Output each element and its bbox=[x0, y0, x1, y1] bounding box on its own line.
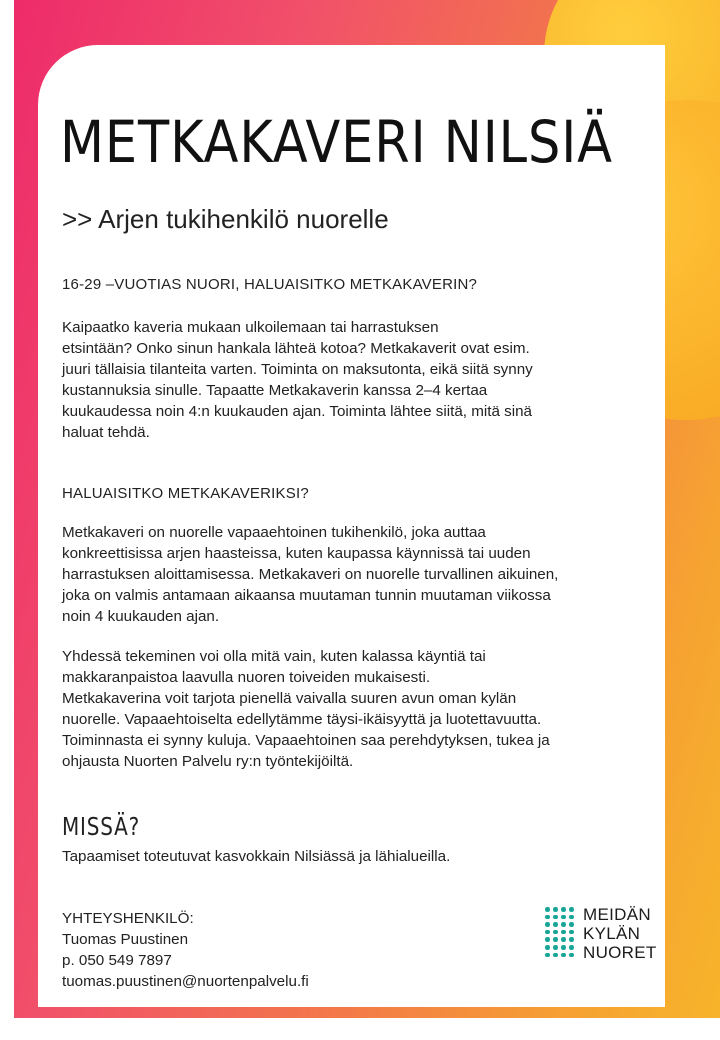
logo-dot bbox=[545, 915, 550, 920]
logo-dot bbox=[569, 922, 574, 927]
logo-dot bbox=[561, 907, 566, 912]
logo-dot bbox=[545, 922, 550, 927]
logo-dot bbox=[553, 922, 558, 927]
logo-dot bbox=[561, 945, 566, 950]
contact-phone: p. 050 549 7897 bbox=[62, 952, 172, 969]
contact-name: Tuomas Puustinen bbox=[62, 931, 189, 948]
logo-dot bbox=[561, 937, 566, 942]
logo-dot bbox=[545, 945, 550, 950]
logo-dot bbox=[569, 953, 574, 958]
logo-dot bbox=[569, 930, 574, 935]
section1-body: Kaipaatko kaveria mukaan ulkoilemaan tai harrastuksen etsintään? Onko sinun hankala lähteä kotoa? Metkakaverit ovat esim. juuri tällaisia tilanteita varten. Toiminta on maksutonta, eikä siitä synny kustannuksia sinulle. Tapaatte Metkakaverin kanssa 2–4 kertaa kuukaudessa noin 4:n kuukauden ajan. Toiminta lähtee siitä, mitä sinä haluat tehdä. bbox=[62, 319, 533, 441]
logo-line-2: KYLÄN bbox=[583, 924, 641, 943]
page-subtitle: >> Arjen tukihenkilö nuorelle bbox=[62, 204, 389, 234]
logo-dot bbox=[569, 907, 574, 912]
logo-dot bbox=[561, 930, 566, 935]
dots-icon bbox=[545, 907, 579, 961]
logo-dot bbox=[569, 945, 574, 950]
section1-heading: 16-29 –VUOTIAS NUORI, HALUAISITKO METKAKAVERIN? bbox=[62, 276, 478, 293]
logo-dot bbox=[553, 953, 558, 958]
contact-label: YHTEYSHENKILÖ: bbox=[62, 910, 194, 927]
where-heading: MISSÄ? bbox=[62, 812, 141, 841]
logo-line-3: NUORET bbox=[583, 943, 657, 962]
logo-dot bbox=[561, 922, 566, 927]
section2-body-1: Metkakaveri on nuorelle vapaaehtoinen tukihenkilö, joka auttaa konkreettisissa arjen haasteissa, kuten kaupassa käynnissä tai uuden harrastuksen aloittamisessa. Metkakaveri on nuorelle turvallinen aikuinen, joka on valmis antamaan aikaansa muutaman tunnin muutaman viikossa noin 4 kuukauden ajan. bbox=[62, 524, 559, 625]
logo-dot bbox=[553, 907, 558, 912]
logo-dot bbox=[561, 953, 566, 958]
logo-dot bbox=[545, 930, 550, 935]
logo-dot bbox=[569, 915, 574, 920]
logo-dot bbox=[553, 945, 558, 950]
section2-heading: HALUAISITKO METKAKAVERIKSI? bbox=[62, 485, 309, 502]
where-body: Tapaamiset toteutuvat kasvokkain Nilsiässä ja lähialueilla. bbox=[62, 848, 451, 865]
logo-dot bbox=[553, 930, 558, 935]
logo-dot bbox=[545, 953, 550, 958]
contact-email[interactable]: tuomas.puustinen@nuortenpalvelu.fi bbox=[62, 973, 309, 990]
page-title: METKAKAVERI NILSIÄ bbox=[60, 108, 613, 176]
logo-dot bbox=[561, 915, 566, 920]
logo-dot bbox=[553, 937, 558, 942]
logo-dot bbox=[553, 915, 558, 920]
logo-dot bbox=[569, 937, 574, 942]
logo-line-1: MEIDÄN bbox=[583, 905, 651, 924]
logo-dot bbox=[545, 937, 550, 942]
logo-dot bbox=[545, 907, 550, 912]
meidan-kylan-nuoret-logo bbox=[545, 905, 665, 965]
section2-body-2: Yhdessä tekeminen voi olla mitä vain, kuten kalassa käyntiä tai makkaranpaistoa laavulla nuoren toiveiden mukaisesti. Metkakaverina voit tarjota pienellä vaivalla suuren avun oman kylän nuorelle. Vapaaehtoiselta edellytämme täysi-ikäisyyttä ja luotettavuutta. Toiminnasta ei synny kuluja. Vapaaehtoinen saa perehdytyksen, tukea ja ohjausta Nuorten Palvelu ry:n työntekijöiltä. bbox=[62, 648, 550, 770]
